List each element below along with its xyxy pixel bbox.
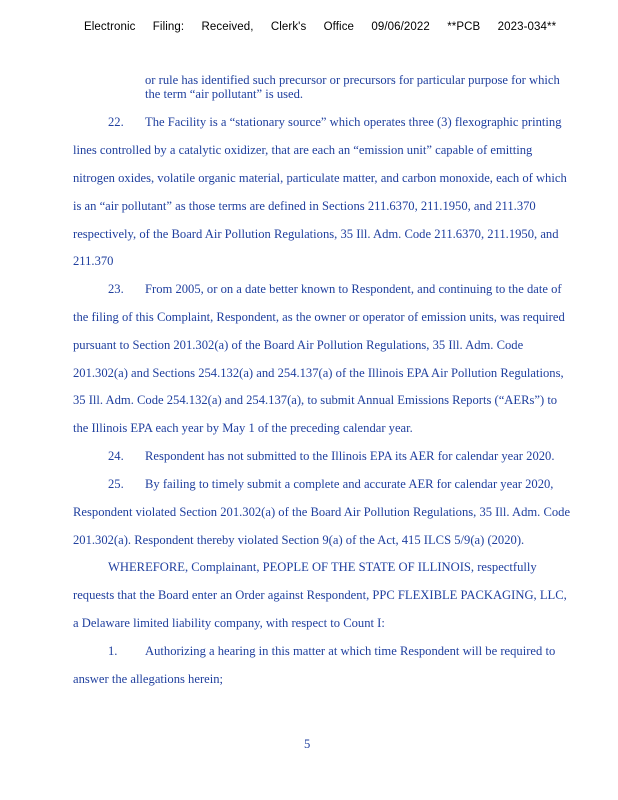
text-line: The Facility is a “stationary source” which operates three (3) flexographic printing	[145, 115, 562, 129]
header-word: Electronic	[84, 21, 136, 33]
header-date: 09/06/2022	[371, 21, 430, 33]
text-line: lines controlled by a catalytic oxidizer, that are each an “emission unit” capable of emitting	[73, 143, 533, 157]
header-word: **PCB	[447, 21, 481, 33]
text-line: respectively, of the Board Air Pollution Regulations, 35 Ill. Adm. Code 211.6370, 211.1950, and	[73, 227, 559, 241]
text-line: 201.302(a). Respondent thereby violated Section 9(a) of the Act, 415 ILCS 5/9(a) (2020).	[73, 533, 525, 547]
relief-item-number: 1.	[108, 644, 118, 658]
page-number: 5	[304, 737, 311, 751]
text-line: 201.302(a) and Sections 254.132(a) and 254.137(a) of the Illinois EPA Air Pollution Regulations,	[73, 366, 564, 380]
text-line: From 2005, or on a date better known to Respondent, and continuing to the date of	[145, 282, 562, 296]
wherefore-line: a Delaware limited liability company, with respect to Count I:	[73, 616, 385, 630]
header-word: Clerk's	[270, 21, 307, 33]
text-line: By failing to timely submit a complete and accurate AER for calendar year 2020,	[145, 477, 554, 491]
header-word: Filing:	[152, 21, 185, 33]
text-line: or rule has identified such precursor or precursors for particular purpose for which	[145, 73, 560, 87]
text-line: 211.370	[73, 254, 114, 268]
text-line: Respondent violated Section 201.302(a) of the Board Air Pollution Regulations, 35 Ill. Adm. Code	[73, 505, 571, 519]
header-case-number: 2023-034**	[497, 21, 557, 33]
text-line: the filing of this Complaint, Respondent, as the owner or operator of emission units, was required	[73, 310, 565, 324]
header-word: Office	[323, 21, 355, 33]
text-line: is an “air pollutant” as those terms are defined in Sections 211.6370, 211.1950, and 211.370	[73, 199, 536, 213]
text-line: pursuant to Section 201.302(a) of the Board Air Pollution Regulations, 35 Ill. Adm. Code	[73, 338, 524, 352]
paragraph-number: 22.	[108, 115, 124, 129]
paragraph-number: 23.	[108, 282, 124, 296]
text-line: Authorizing a hearing in this matter at which time Respondent will be required to	[145, 644, 556, 658]
text-line: 35 Ill. Adm. Code 254.132(a) and 254.137(a), to submit Annual Emissions Reports (“AERs”) to	[73, 393, 558, 407]
text-line: answer the allegations herein;	[73, 672, 224, 686]
filing-stamp-header	[84, 21, 556, 33]
header-word: Received,	[201, 21, 254, 33]
wherefore-line: WHEREFORE, Complainant, PEOPLE OF THE STATE OF ILLINOIS, respectfully	[108, 560, 537, 574]
wherefore-line: requests that the Board enter an Order against Respondent, PPC FLEXIBLE PACKAGING, LLC,	[73, 588, 567, 602]
text-line: the term “air pollutant” is used.	[145, 87, 304, 101]
text-line: Respondent has not submitted to the Illinois EPA its AER for calendar year 2020.	[145, 449, 555, 463]
paragraph-number: 24.	[108, 449, 124, 463]
text-line: nitrogen oxides, volatile organic material, particulate matter, and carbon monoxide, each of which	[73, 171, 567, 185]
paragraph-number: 25.	[108, 477, 124, 491]
text-line: the Illinois EPA each year by May 1 of the preceding calendar year.	[73, 421, 413, 435]
